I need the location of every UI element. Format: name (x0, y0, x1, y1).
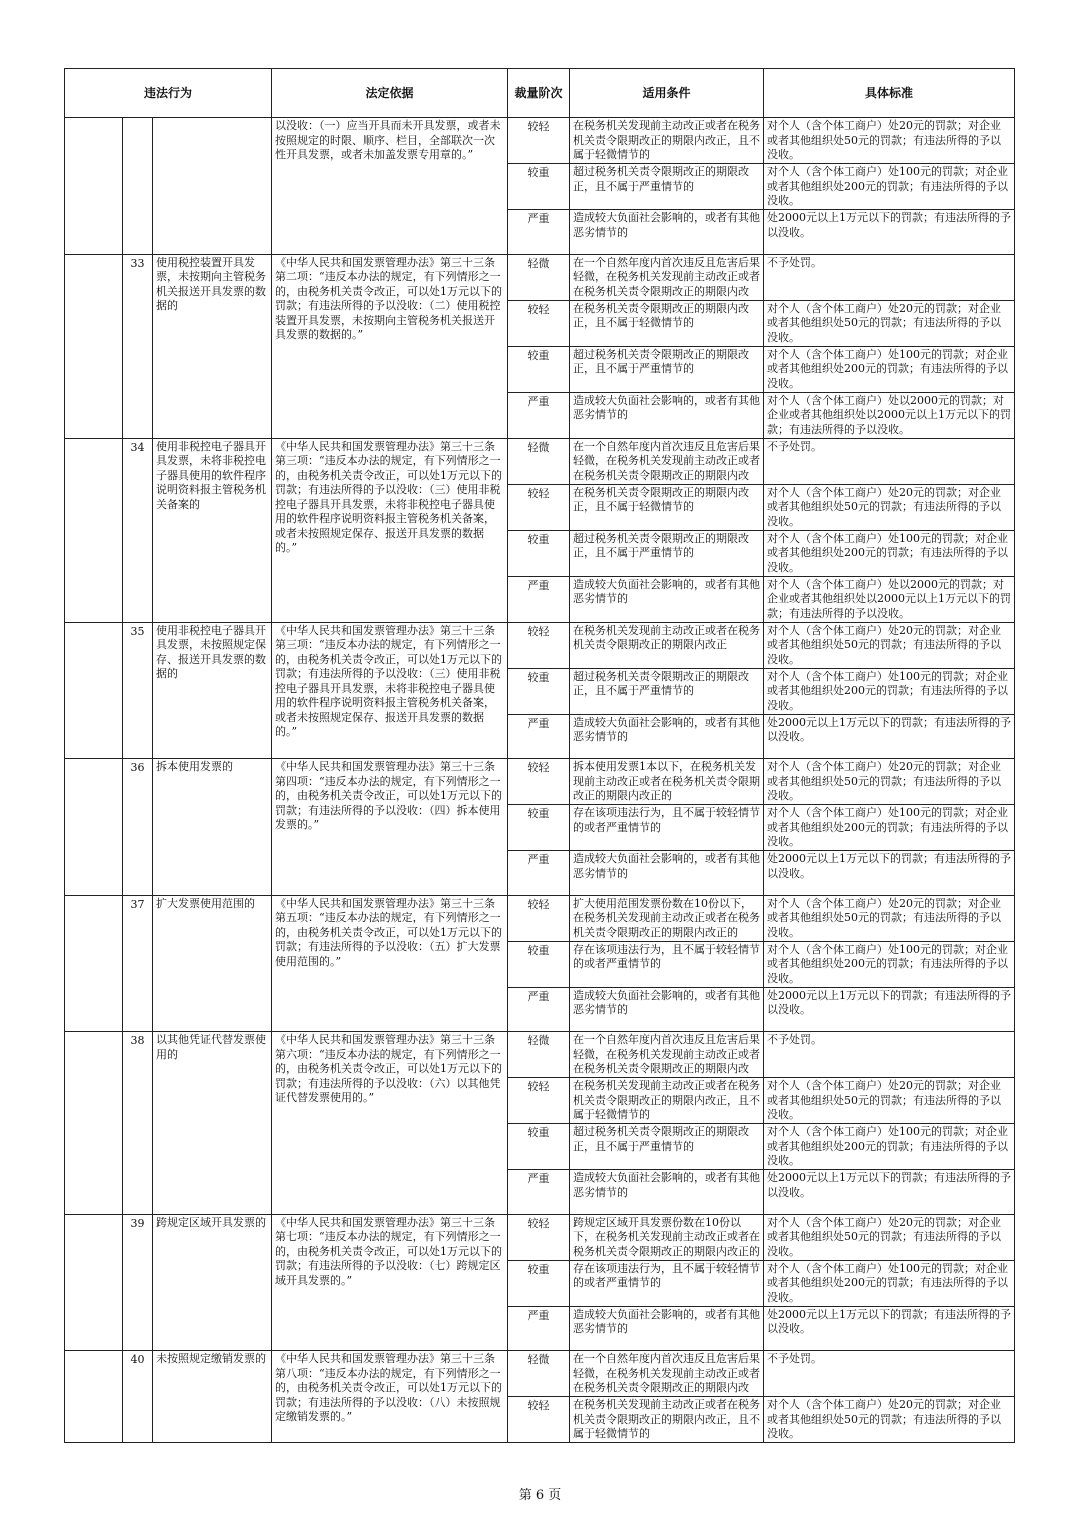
specific-standard (764, 668, 1015, 714)
applicable-condition (570, 941, 764, 987)
applicable-condition (570, 118, 764, 164)
specific-standard (764, 210, 1015, 255)
discretion-level: 较轻 (508, 118, 570, 164)
category-cell (65, 1351, 123, 1443)
specific-standard-text: 不予处罚。 (767, 1033, 823, 1046)
specific-standard-text: 处2000元以上1万元以下的罚款；有违法所得的予以没收。 (767, 1307, 1012, 1335)
table-row (65, 118, 1015, 164)
header-standard: 具体标准 (764, 69, 1015, 118)
legal-basis: 《中华人民共和国发票管理办法》第三十三条第三项：“违反本办法的规定，有下列情形之一的，由税务机关责令改正，可以处1万元以下的罚款；有违法所得的予以没收：（三）使用非税控电子器具开具发票，未将非税控电子器具使用的软件程序说明资料报主管税务机关备案，或者未按照规定保存、报送开具发票的数据的。” (272, 438, 508, 622)
discretion-level: 较重 (508, 941, 570, 987)
applicable-condition (570, 484, 764, 530)
applicable-condition-text: 在一个自然年度内首次违反且危害后果轻微，在税务机关发现前主动改正或者在税务机关责令限期改正的期限内改 (573, 439, 761, 482)
applicable-condition (570, 1214, 764, 1260)
specific-standard-text: 对个人（含个体工商户）处100元的罚款；对企业或者其他组织处200元的罚款；有违法所得的予以没收。 (767, 942, 1009, 985)
applicable-condition-text: 在税务机关责令限期改正的期限内改正，且不属于轻微情节的 (573, 301, 750, 329)
applicable-condition (570, 164, 764, 210)
applicable-condition (570, 668, 764, 714)
penalty-table-sheet (64, 68, 1014, 1443)
applicable-condition-text: 在一个自然年度内首次违反且危害后果轻微，在税务机关发现前主动改正或者在税务机关责令限期改正的期限内改 (573, 1352, 761, 1394)
specific-standard (764, 1214, 1015, 1260)
applicable-condition-text: 造成较大负面社会影响的，或者有其他恶劣情节的 (573, 715, 761, 743)
specific-standard-text: 不予处罚。 (767, 255, 823, 269)
specific-standard (764, 1351, 1015, 1397)
item-number: 33 (123, 254, 153, 438)
applicable-condition-text: 扩大使用范围发票份数在10份以下，在税务机关发现前主动改正或者在税务机关责令限期改正的期限内改正的 (573, 896, 761, 939)
category-cell (65, 759, 123, 896)
specific-standard (764, 576, 1015, 622)
applicable-condition (570, 987, 764, 1032)
item-number: 38 (123, 1032, 153, 1215)
applicable-condition-text: 存在该项违法行为，且不属于较轻情节的或者严重情节的 (573, 806, 761, 834)
discretion-level: 严重 (508, 1170, 570, 1215)
table-row (65, 1032, 1015, 1078)
specific-standard (764, 987, 1015, 1032)
violation-behavior: 拆本使用发票的 (153, 759, 272, 896)
category-cell (65, 438, 123, 622)
specific-standard-text: 对个人（含个体工商户）处100元的罚款；对企业或者其他组织处200元的罚款；有违法所得的予以没收。 (767, 165, 1009, 207)
specific-standard (764, 895, 1015, 941)
applicable-condition-text: 造成较大负面社会影响的，或者有其他恶劣情节的 (573, 577, 761, 605)
specific-standard-text: 处2000元以上1万元以下的罚款；有违法所得的予以没收。 (767, 1171, 1012, 1199)
item-number: 37 (123, 895, 153, 1032)
discretion-level: 严重 (508, 851, 570, 896)
table-row (65, 622, 1015, 668)
category-cell (65, 1032, 123, 1215)
applicable-condition (570, 851, 764, 896)
specific-standard-text: 不予处罚。 (767, 1352, 823, 1365)
applicable-condition (570, 300, 764, 346)
discretion-level: 较轻 (508, 300, 570, 346)
applicable-condition-text: 超过税务机关责令限期改正的期限改正，且不属于严重情节的 (573, 669, 750, 697)
applicable-condition-text: 超过税务机关责令限期改正的期限改正，且不属于严重情节的 (573, 165, 750, 193)
discretion-level: 较重 (508, 805, 570, 851)
specific-standard-text: 处2000元以上1万元以下的罚款；有违法所得的予以没收。 (767, 852, 1012, 880)
applicable-condition-text: 在税务机关发现前主动改正或者在税务机关责令限期改正的期限内改正，且不属于轻微情节的 (573, 1079, 761, 1121)
applicable-condition (570, 1124, 764, 1170)
applicable-condition (570, 895, 764, 941)
applicable-condition-text: 跨规定区域开具发票份数在10份以下，在税务机关发现前主动改正或者在税务机关责令限期改正的期限内改正的 (573, 1215, 761, 1258)
legal-basis: 以没收：（一）应当开具而未开具发票，或者未按照规定的时限、顺序、栏目，全部联次一次性开具发票，或者未加盖发票专用章的。” (272, 118, 508, 255)
category-cell (65, 118, 123, 255)
table-row (65, 895, 1015, 941)
violation-behavior: 使用非税控电子器具开具发票，未将非税控电子器具使用的软件程序说明资料报主管税务机关备案的 (153, 438, 272, 622)
applicable-condition (570, 714, 764, 759)
item-number: 35 (123, 622, 153, 759)
specific-standard (764, 254, 1015, 300)
applicable-condition (570, 576, 764, 622)
specific-standard-text: 对个人（含个体工商户）处20元的罚款；对企业或者其他组织处50元的罚款；有违法所得的予以没收。 (767, 119, 1002, 161)
discretion-level: 严重 (508, 987, 570, 1032)
violation-behavior: 使用税控装置开具发票，未按期向主管税务机关报送开具发票的数据的 (153, 254, 272, 438)
applicable-condition-text: 在税务机关发现前主动改正或者在税务机关责令限期改正的期限内改正，且不属于轻微情节的 (573, 119, 761, 161)
applicable-condition (570, 1306, 764, 1351)
applicable-condition-text: 在税务机关发现前主动改正或者在税务机关责令限期改正的期限内改正 (573, 623, 761, 651)
specific-standard (764, 622, 1015, 668)
specific-standard-text: 对个人（含个体工商户）处100元的罚款；对企业或者其他组织处200元的罚款；有违法所得的予以没收。 (767, 347, 1009, 390)
specific-standard-text: 对个人（含个体工商户）处以2000元的罚款；对企业或者其他组织处以2000元以上1万元以下的罚款；有违法所得的予以没收。 (767, 393, 1012, 436)
category-cell (65, 1214, 123, 1351)
applicable-condition (570, 1351, 764, 1397)
discretion-level: 较轻 (508, 895, 570, 941)
category-cell (65, 622, 123, 759)
specific-standard-text: 对个人（含个体工商户）处20元的罚款；对企业或者其他组织处50元的罚款；有违法所得的予以没收。 (767, 623, 1002, 666)
applicable-condition (570, 438, 764, 484)
specific-standard (764, 941, 1015, 987)
discretion-level: 轻微 (508, 254, 570, 300)
penalty-standard-table (64, 68, 1015, 1443)
discretion-level: 严重 (508, 576, 570, 622)
specific-standard (764, 714, 1015, 759)
applicable-condition-text: 造成较大负面社会影响的，或者有其他恶劣情节的 (573, 1307, 761, 1335)
specific-standard (764, 164, 1015, 210)
item-number: 39 (123, 1214, 153, 1351)
specific-standard (764, 530, 1015, 576)
applicable-condition (570, 1032, 764, 1078)
applicable-condition-text: 超过税务机关责令限期改正的期限改正，且不属于严重情节的 (573, 531, 750, 559)
discretion-level: 较轻 (508, 759, 570, 805)
specific-standard (764, 1124, 1015, 1170)
specific-standard (764, 1306, 1015, 1351)
specific-standard-text: 对个人（含个体工商户）处100元的罚款；对企业或者其他组织处200元的罚款；有违法所得的予以没收。 (767, 669, 1009, 712)
legal-basis: 《中华人民共和国发票管理办法》第三十三条第七项：“违反本办法的规定，有下列情形之一的，由税务机关责令改正，可以处1万元以下的罚款；有违法所得的予以没收：（七）跨规定区域开具发票的。” (272, 1214, 508, 1351)
specific-standard-text: 处2000元以上1万元以下的罚款；有违法所得的予以没收。 (767, 211, 1012, 239)
applicable-condition-text: 存在该项违法行为，且不属于较轻情节的或者严重情节的 (573, 1261, 761, 1289)
violation-behavior: 未按照规定缴销发票的 (153, 1351, 272, 1443)
table-body (65, 118, 1015, 1443)
legal-basis: 《中华人民共和国发票管理办法》第三十三条第四项：“违反本办法的规定，有下列情形之一的，由税务机关责令改正，可以处1万元以下的罚款；有违法所得的予以没收：（四）拆本使用发票的。” (272, 759, 508, 896)
applicable-condition (570, 1260, 764, 1306)
applicable-condition-text: 在一个自然年度内首次违反且危害后果轻微，在税务机关发现前主动改正或者在税务机关责令限期改正的期限内改 (573, 1033, 761, 1075)
specific-standard-text: 对个人（含个体工商户）处20元的罚款；对企业或者其他组织处50元的罚款；有违法所得的予以没收。 (767, 301, 1002, 344)
discretion-level: 严重 (508, 210, 570, 255)
table-row (65, 1214, 1015, 1260)
specific-standard (764, 1078, 1015, 1124)
discretion-level: 严重 (508, 1306, 570, 1351)
discretion-level: 较轻 (508, 1397, 570, 1443)
specific-standard (764, 346, 1015, 392)
specific-standard-text: 对个人（含个体工商户）处20元的罚款；对企业或者其他组织处50元的罚款；有违法所得的予以没收。 (767, 1398, 1002, 1440)
legal-basis: 《中华人民共和国发票管理办法》第三十三条第三项：“违反本办法的规定，有下列情形之一的，由税务机关责令改正，可以处1万元以下的罚款；有违法所得的予以没收：（三）使用非税控电子器具开具发票，未将非税控电子器具使用的软件程序说明资料报主管税务机关备案，或者未按照规定保存、报送开具发票的数据的。” (272, 622, 508, 759)
applicable-condition-text: 造成较大负面社会影响的，或者有其他恶劣情节的 (573, 211, 761, 239)
applicable-condition (570, 210, 764, 255)
applicable-condition (570, 805, 764, 851)
category-cell (65, 254, 123, 438)
applicable-condition (570, 1397, 764, 1443)
specific-standard (764, 805, 1015, 851)
applicable-condition (570, 530, 764, 576)
specific-standard-text: 处2000元以上1万元以下的罚款；有违法所得的予以没收。 (767, 988, 1012, 1016)
page-number: 第 6 页 (518, 1488, 562, 1503)
table-row (65, 1351, 1015, 1397)
violation-behavior (153, 118, 272, 255)
legal-basis: 《中华人民共和国发票管理办法》第三十三条第二项：“违反本办法的规定，有下列情形之一的，由税务机关责令改正，可以处1万元以下的罚款；有违法所得的予以没收：（二）使用税控装置开具发票，未按期向主管税务机关报送开具发票的数据的。” (272, 254, 508, 438)
discretion-level: 较重 (508, 668, 570, 714)
specific-standard-text: 对个人（含个体工商户）处100元的罚款；对企业或者其他组织处200元的罚款；有违法所得的予以没收。 (767, 1125, 1009, 1167)
violation-behavior: 使用非税控电子器具开具发票，未按照规定保存、报送开具发票的数据的 (153, 622, 272, 759)
table-row (65, 254, 1015, 300)
discretion-level: 较轻 (508, 1214, 570, 1260)
discretion-level: 轻微 (508, 438, 570, 484)
specific-standard (764, 1170, 1015, 1215)
applicable-condition (570, 254, 764, 300)
item-number (123, 118, 153, 255)
discretion-level: 较轻 (508, 622, 570, 668)
applicable-condition-text: 存在该项违法行为，且不属于较轻情节的或者严重情节的 (573, 942, 761, 970)
applicable-condition (570, 1078, 764, 1124)
specific-standard-text: 对个人（含个体工商户）处以2000元的罚款；对企业或者其他组织处以2000元以上1万元以下的罚款；有违法所得的予以没收。 (767, 577, 1012, 620)
specific-standard (764, 759, 1015, 805)
applicable-condition-text: 在税务机关责令限期改正的期限内改正，且不属于轻微情节的 (573, 485, 750, 513)
specific-standard (764, 1397, 1015, 1443)
violation-behavior: 扩大发票使用范围的 (153, 895, 272, 1032)
discretion-level: 较轻 (508, 1078, 570, 1124)
violation-behavior: 跨规定区域开具发票的 (153, 1214, 272, 1351)
item-number: 34 (123, 438, 153, 622)
discretion-level: 严重 (508, 392, 570, 438)
legal-basis: 《中华人民共和国发票管理办法》第三十三条第六项：“违反本办法的规定，有下列情形之一的，由税务机关责令改正，可以处1万元以下的罚款；有违法所得的予以没收：（六）以其他凭证代替发票使用的。” (272, 1032, 508, 1215)
specific-standard-text: 对个人（含个体工商户）处100元的罚款；对企业或者其他组织处200元的罚款；有违法所得的予以没收。 (767, 1261, 1009, 1304)
table-row (65, 759, 1015, 805)
specific-standard-text: 对个人（含个体工商户）处100元的罚款；对企业或者其他组织处200元的罚款；有违法所得的予以没收。 (767, 806, 1009, 848)
item-number: 40 (123, 1351, 153, 1443)
specific-standard-text: 对个人（含个体工商户）处20元的罚款；对企业或者其他组织处50元的罚款；有违法所得的予以没收。 (767, 760, 1002, 802)
specific-standard (764, 438, 1015, 484)
applicable-condition-text: 在税务机关发现前主动改正或者在税务机关责令限期改正的期限内改正，且不属于轻微情节的 (573, 1398, 761, 1440)
specific-standard-text: 对个人（含个体工商户）处20元的罚款；对企业或者其他组织处50元的罚款；有违法所得的予以没收。 (767, 896, 1002, 939)
applicable-condition (570, 1170, 764, 1215)
specific-standard-text: 对个人（含个体工商户）处100元的罚款；对企业或者其他组织处200元的罚款；有违法所得的予以没收。 (767, 531, 1009, 574)
category-cell (65, 895, 123, 1032)
table-row (65, 438, 1015, 484)
table-header-row (65, 69, 1015, 118)
specific-standard (764, 484, 1015, 530)
specific-standard (764, 1032, 1015, 1078)
applicable-condition (570, 392, 764, 438)
applicable-condition-text: 造成较大负面社会影响的，或者有其他恶劣情节的 (573, 393, 761, 421)
discretion-level: 严重 (508, 714, 570, 759)
discretion-level: 较重 (508, 1260, 570, 1306)
specific-standard-text: 处2000元以上1万元以下的罚款；有违法所得的予以没收。 (767, 715, 1012, 743)
applicable-condition-text: 在一个自然年度内首次违反且危害后果轻微，在税务机关发现前主动改正或者在税务机关责令限期改正的期限内改 (573, 255, 761, 298)
applicable-condition (570, 622, 764, 668)
header-discretion-level: 裁量阶次 (508, 69, 570, 118)
discretion-level: 轻微 (508, 1032, 570, 1078)
discretion-level: 较重 (508, 1124, 570, 1170)
specific-standard (764, 851, 1015, 896)
applicable-condition-text: 超过税务机关责令限期改正的期限改正，且不属于严重情节的 (573, 347, 750, 375)
applicable-condition-text: 造成较大负面社会影响的，或者有其他恶劣情节的 (573, 988, 761, 1016)
header-conditions: 适用条件 (570, 69, 764, 118)
header-violation: 违法行为 (65, 69, 272, 118)
applicable-condition-text: 造成较大负面社会影响的，或者有其他恶劣情节的 (573, 852, 761, 880)
item-number: 36 (123, 759, 153, 896)
discretion-level: 较重 (508, 164, 570, 210)
discretion-level: 轻微 (508, 1351, 570, 1397)
legal-basis: 《中华人民共和国发票管理办法》第三十三条第五项：“违反本办法的规定，有下列情形之一的，由税务机关责令改正，可以处1万元以下的罚款；有违法所得的予以没收：（五）扩大发票使用范围的。” (272, 895, 508, 1032)
applicable-condition-text: 造成较大负面社会影响的，或者有其他恶劣情节的 (573, 1171, 761, 1199)
specific-standard (764, 300, 1015, 346)
discretion-level: 较重 (508, 346, 570, 392)
violation-behavior: 以其他凭证代替发票使用的 (153, 1032, 272, 1215)
specific-standard-text: 对个人（含个体工商户）处20元的罚款；对企业或者其他组织处50元的罚款；有违法所得的予以没收。 (767, 1079, 1002, 1121)
specific-standard-text: 对个人（含个体工商户）处20元的罚款；对企业或者其他组织处50元的罚款；有违法所得的予以没收。 (767, 1215, 1002, 1258)
specific-standard (764, 1260, 1015, 1306)
applicable-condition-text: 超过税务机关责令限期改正的期限改正，且不属于严重情节的 (573, 1125, 750, 1153)
header-legal-basis: 法定依据 (272, 69, 508, 118)
legal-basis: 《中华人民共和国发票管理办法》第三十三条第八项：“违反本办法的规定，有下列情形之一的，由税务机关责令改正，可以处1万元以下的罚款；有违法所得的予以没收：（八）未按照规定缴销发票的。” (272, 1351, 508, 1443)
discretion-level: 较重 (508, 530, 570, 576)
specific-standard-text: 对个人（含个体工商户）处20元的罚款；对企业或者其他组织处50元的罚款；有违法所得的予以没收。 (767, 485, 1002, 528)
applicable-condition (570, 346, 764, 392)
discretion-level: 较轻 (508, 484, 570, 530)
specific-standard (764, 118, 1015, 164)
applicable-condition-text: 拆本使用发票1本以下，在税务机关发现前主动改正或者在税务机关责令限期改正的期限内改正的 (573, 760, 761, 802)
specific-standard-text: 不予处罚。 (767, 439, 823, 453)
specific-standard (764, 392, 1015, 438)
applicable-condition (570, 759, 764, 805)
